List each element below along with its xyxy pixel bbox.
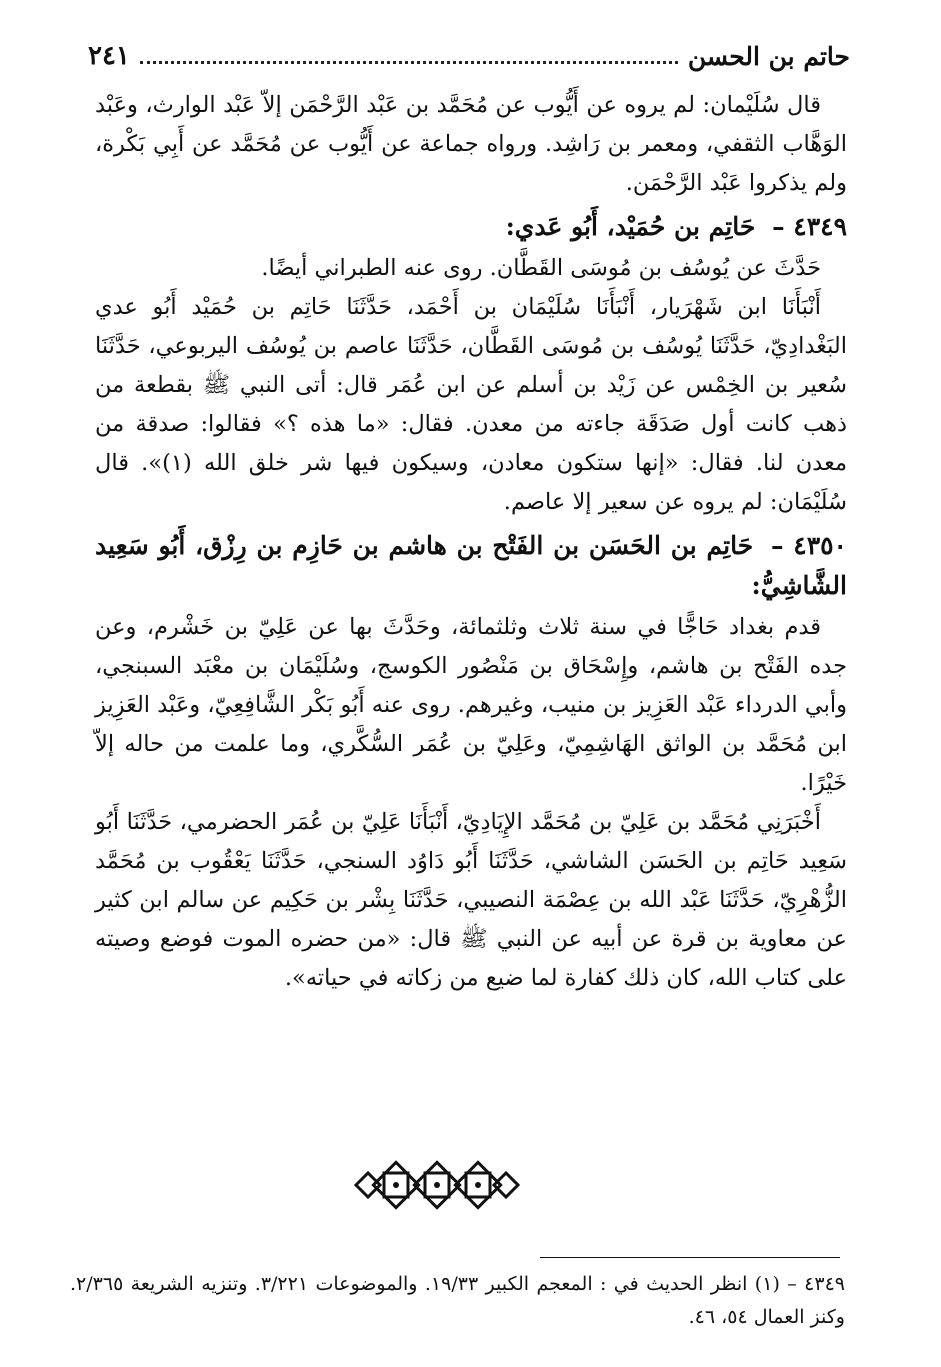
page-number: ٢٤١ [88,41,130,71]
entry-number: ٤٣٥٠ – [770,531,847,560]
main-text [95,86,847,998]
footnote-1: ٤٣٤٩ – (١) انظر الحديث في : المعجم الكبير ١٩/٣٣. والموضوعات ٣/٢٢١. وتنزيه الشريعة ٢/٣٦٥. وكنز العمال ٥٤، ٤٦. [70,1273,845,1328]
page-header [88,36,850,76]
footnotes [70,1268,845,1334]
paragraph-3: أَنْبَأَنَا ابن شَهْرَيار، أَنْبَأَنَا سُلَيْمَان بن أَحْمَد، حَدَّثَنَا حَاتِم بن حُمَيْد أَبُو عدي البَغْدادِيّ، حَدَّثَنَا يُوسُف بن مُوسَى القَطَّان، حَدَّثَنَا عاصم بن يُوسُف اليربوعي، حَدَّثَنَا سُعير بن الخِمْس عن زَيْد بن أسلم عن ابن عُمَر قال: أتى النبي ﷺ بقطعة من ذهب كانت أول صَدَقَة جاءته من معدن. فقال: «ما هذه ؟» فقالوا: صدقة من معدن لنا. فقال: «إنها ستكون معادن، وسيكون فيها شر خلق الله (١)». قال سُلَيْمَان: لم يروه عن سعير إلا عاصم. [95,294,847,515]
entry-number: ٤٣٤٩ – [772,212,847,241]
paragraph-5: أَخْبَرَنِي مُحَمَّد بن عَلِيّ بن مُحَمَّد الإِيَادِيّ، أَنْبَأَنَا عَلِيّ بن عُمَر الحضرمي، حَدَّثَنَا أَبُو سَعِيد حَاتِم بن الحَسَن الشاشي، حَدَّثَنَا أَبُو دَاوُد السنجي، حَدَّثَنَا يَعْقُوب بن مُحَمَّد الزُّهْرِيّ، حَدَّثَنَا عَبْد الله بن عِصْمَة النصيبي، حَدَّثَنَا بِشْر بن حَكِيم عن سالم ابن كثير عن معاوية بن قرة عن أبيه عن النبي ﷺ قال: «من حضره الموت فوضع وصيته على كتاب الله، كان ذلك كفارة لما ضيع من زكاته في حياته». [95,809,847,991]
entry-heading-4350 [95,526,847,606]
arabesque-divider-icon [354,1160,520,1210]
running-title: حاتم بن الحسن [687,41,850,71]
paragraph-1: قال سُلَيْمان: لم يروه عن أَيُّوب عن مُحَمَّد بن عَبْد الرَّحْمَن إلاّ عَبْد الوارث، وعَبْد الوَهَّاب الثقفي، ومعمر بن رَاشِد. ورواه جماعة عن أَيُّوب عن مُحَمَّد عن أَبِي بَكْرة، ولم يذكروا عَبْد الرَّحْمَن. [95,92,847,196]
entry-title: حَاتِم بن حُمَيْد، أَبُو عَدي: [505,212,756,241]
entry-heading-4349 [95,207,847,247]
paragraph-4: قدم بغداد حَاجًّا في سنة ثلاث وثلثمائة، وحَدَّثَ بها عن عَلِيّ بن خَشْرم، وعن جده الفَتْح بن هاشم، وإِسْحَاق بن مَنْصُور الكوسج، وسُلَيْمَان بن معْبَد السبنجي، وأبي الدرداء عَبْد العَزِيز بن منيب، وغيرهم. روى عنه أَبُو بَكْر الشَّافِعِيّ، وعَبْد العَزِيز ابن مُحَمَّد بن الواثق الهَاشِمِيّ، وعَلِيّ بن عُمَر السُّكَّري، وما علمت من حاله إلاّ خَيْرًا. [95,614,847,796]
paragraph-2: حَدَّثَ عن يُوسُف بن مُوسَى القَطَّان. روى عنه الطبراني أيضًا. [261,255,821,281]
header-dotted-leader [140,61,678,64]
footnote-separator [540,1257,840,1258]
entry-title: حَاتِم بن الحَسَن بن الفَتْح بن هاشم بن حَازِم بن رِزْق، أَبُو سَعِيد الشَّاشِيُّ: [95,531,847,600]
